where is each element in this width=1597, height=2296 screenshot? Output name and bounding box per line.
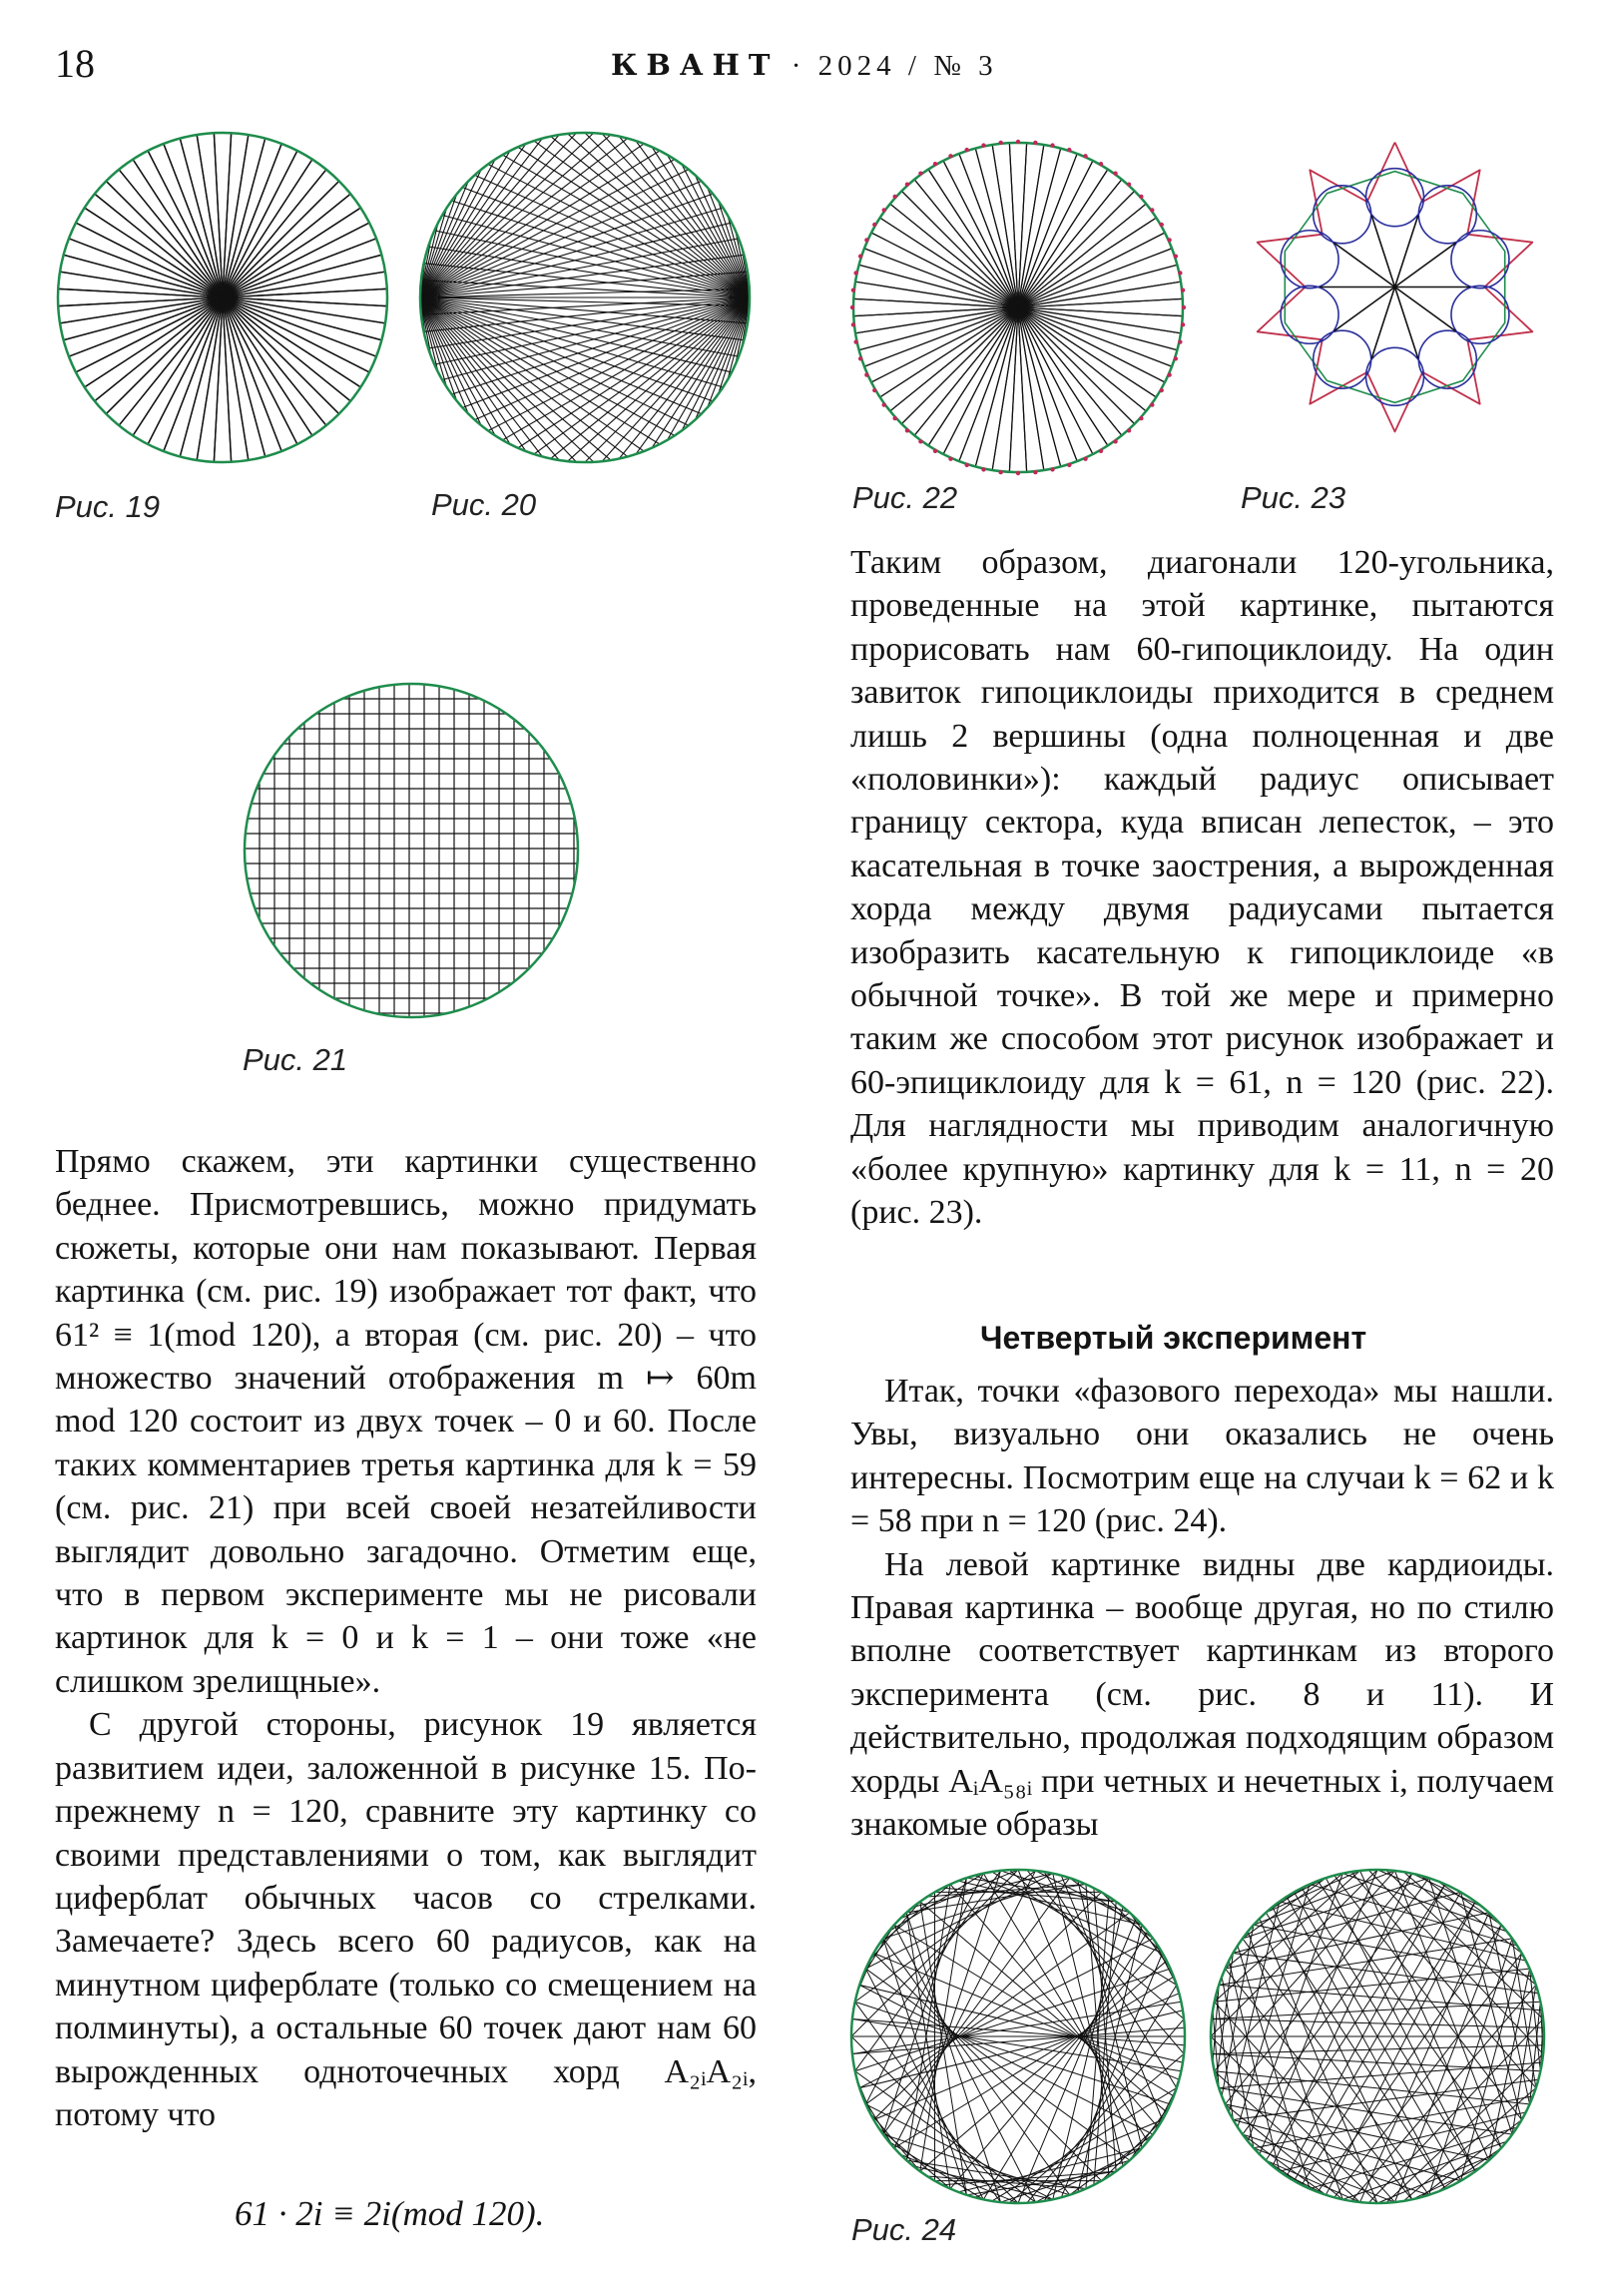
cusp-dot <box>1139 416 1143 420</box>
cusp-dot <box>882 208 886 212</box>
hypocycloid-petal <box>1281 286 1338 343</box>
formula: 61 · 2i ≡ 2i(mod 120). <box>235 2194 545 2233</box>
cusp-dot <box>965 463 969 467</box>
caption-fig19: Рис. 19 <box>55 489 161 524</box>
section-heading: Четвертый эксперимент <box>980 1320 1367 1356</box>
caption-fig21: Рис. 21 <box>243 1042 348 1077</box>
hypocycloid-petal <box>1281 231 1338 288</box>
figure-24-left <box>848 1867 1188 2206</box>
chord <box>1394 1925 1501 2202</box>
chord <box>1053 1907 1123 2199</box>
cusp-dot <box>1113 172 1117 176</box>
cusp-dot <box>933 449 937 453</box>
cusp-dot <box>1139 195 1143 199</box>
chord-lines <box>853 143 1183 472</box>
chord <box>855 2002 1171 2104</box>
cusp-dot <box>1174 255 1178 259</box>
hypocycloid-petal <box>1451 231 1509 288</box>
cusp-dot <box>1050 467 1054 471</box>
cusp-dot <box>1016 140 1020 144</box>
chord <box>855 2002 1001 2202</box>
cusp-dot <box>1033 470 1037 474</box>
page-number: 18 <box>55 41 95 86</box>
chord <box>1334 1876 1522 2120</box>
caption-fig22: Рис. 22 <box>852 480 958 515</box>
cusp-dot <box>1067 463 1071 467</box>
chord <box>1243 1878 1429 2134</box>
cusp-dot <box>1099 449 1103 453</box>
cusp-dot <box>1181 287 1185 291</box>
cusp-dot <box>1167 372 1171 376</box>
cusp-dot <box>905 182 909 186</box>
cusp-dot <box>1181 322 1185 326</box>
chord <box>1215 1871 1360 2002</box>
chord <box>1219 2062 1542 2087</box>
cusp-dot <box>882 402 886 406</box>
chord <box>503 155 751 297</box>
chord <box>855 1871 1036 2002</box>
journal-title: КВАНТ <box>611 48 780 82</box>
cusp-dot <box>1099 162 1103 166</box>
chord-lines <box>420 133 750 462</box>
circle-outline <box>245 684 578 1017</box>
cusp-dot <box>851 322 855 326</box>
figure-20 <box>417 130 753 465</box>
chord <box>1243 2134 1327 2195</box>
caption-fig20: Рис. 20 <box>431 487 537 522</box>
figure-24-right <box>1208 1867 1547 2206</box>
cusp-dot <box>1127 182 1131 186</box>
chord <box>1512 1985 1536 2134</box>
cusp-dot <box>1050 143 1054 147</box>
cusp-dot <box>1127 428 1131 432</box>
cusp-dot <box>851 287 855 291</box>
chord <box>1326 1902 1475 2195</box>
cusp-dot <box>892 416 896 420</box>
cusp-dot <box>864 238 868 242</box>
cusp-dot <box>933 162 937 166</box>
hypocycloid-petal <box>1314 186 1371 244</box>
chord <box>424 297 750 331</box>
cusp-dot <box>918 439 922 443</box>
chord <box>1334 1954 1522 2198</box>
cusp-dot <box>850 305 854 309</box>
chord <box>883 1878 967 2134</box>
right-paragraph-1: Таким образом, диагонали 120-угольника, проведенные на этой картинке, пытаются прорисовать нам 60-гипоциклоиду. На один завиток гипоциклоиды приходится в среднем лишь 2 вершины (одна полноценная и две «половинки»): каждый радиус описывает границу сектора, куда вписан лепесток, – это касательная в точке заострения, а вырожденная хорда между двумя радиусами пытается изобразить касательную к гипоциклоиде «в обычной точке». В той же мере и примерно таким же способом этот рисунок изображает и 60-эпициклоиду для k = 61, n = 120 (рис. 22). Для наглядности мы приводим аналогичную «более крупную» картинку для k = 11, n = 20 (рис. 23). <box>850 544 1554 1232</box>
chord <box>1078 1925 1142 2192</box>
cusp-dot <box>1083 456 1087 460</box>
cusp-dot <box>858 356 862 360</box>
radius-line <box>1334 287 1395 331</box>
chord <box>1070 1878 1154 1939</box>
hypocycloid-petal <box>1314 330 1371 388</box>
cusp-dot <box>853 339 857 343</box>
chord <box>1386 2053 1543 2202</box>
cusp-dot <box>948 154 952 158</box>
cusp-dot <box>905 428 909 432</box>
right-paragraph-3: На левой картинке видны две кардиоиды. Правая картинка – вообще другая, но по стилю вполне соответствует картинкам из второго эксперимента (см. рис. 8 и 11). И действительно, продолжая подходящим образом хорды AᵢA₅₈ᵢ при четных и нечетных i, получаем знакомые образы <box>850 1545 1554 1844</box>
chord <box>1394 1871 1501 2148</box>
chord <box>1222 1977 1254 2148</box>
chord <box>1386 1870 1543 2018</box>
cusp-dot <box>998 470 1002 474</box>
cusp-dot <box>872 388 876 392</box>
grid-chords <box>245 684 578 1017</box>
cusp-dot <box>965 148 969 152</box>
caption-fig24: Рис. 24 <box>851 2212 957 2247</box>
left-paragraph-2: С другой стороны, рисунок 19 является развитием идеи, заложенной в рисунке 15. По-прежнему n = 120, сравните эту картинку со своими представлениями о том, как выглядит циферблат обычных часов со стрелками. Замечаете? Здесь всего 60 радиусов, как на минутном циферблате (только со смещением на полминуты), а остальные 60 точек дают нам 60 вырожденных одноточечных хорд A₂ᵢA₂ᵢ, потому что <box>55 1706 757 2133</box>
chord <box>1243 1878 1327 1939</box>
chord <box>1266 1884 1445 2160</box>
hypocycloid-petal <box>1451 286 1509 343</box>
chord <box>1219 1985 1542 2009</box>
chord <box>1225 2104 1342 2199</box>
header-separator: · <box>791 50 806 82</box>
chord <box>1403 2088 1536 2201</box>
left-column <box>55 1140 757 2136</box>
cusp-dot <box>948 456 952 460</box>
chord-lines <box>1211 1870 1544 2203</box>
cusp-dot <box>1067 148 1071 152</box>
cusp-dot <box>1178 339 1182 343</box>
chord <box>1420 2120 1521 2198</box>
cusp-dot <box>892 195 896 199</box>
cusp-dot <box>1160 388 1164 392</box>
hypocycloid-petal <box>1418 330 1476 388</box>
hypocycloid-petal <box>1366 347 1424 405</box>
right-paragraph-2: Итак, точки «фазового перехода» мы нашли. Увы, визуально они оказались не очень интересны. Посмотрим еще на случаи k = 62 и k = 58 при n = 120 (рис. 24). <box>850 1373 1554 1540</box>
radius-line <box>1395 287 1456 331</box>
figure-22 <box>850 140 1186 475</box>
right-column-top <box>850 541 1554 1235</box>
chord-lines <box>851 1870 1185 2203</box>
chord <box>1078 1881 1142 2148</box>
chord-lines <box>58 133 387 462</box>
right-column-bottom <box>850 1370 1554 1846</box>
caption-fig23: Рис. 23 <box>1241 480 1346 515</box>
chord <box>421 297 750 314</box>
issue-number: 2024 / № 3 <box>817 50 998 82</box>
cusp-dot <box>1113 439 1117 443</box>
cusp-dot <box>1167 238 1171 242</box>
cusp-dot <box>1160 223 1164 227</box>
cusp-dot <box>1083 154 1087 158</box>
figure-19 <box>55 130 390 465</box>
cusp-dot <box>864 372 868 376</box>
cusp-dot <box>981 467 985 471</box>
chord <box>883 1939 967 2195</box>
chord <box>503 297 751 440</box>
radius-line <box>1334 243 1395 287</box>
cusp-dot <box>872 223 876 227</box>
radius-line <box>1395 243 1456 287</box>
cusp-dot <box>981 143 985 147</box>
cusp-dot <box>1150 208 1154 212</box>
cusp-dot <box>858 255 862 259</box>
figure-23 <box>1238 130 1552 444</box>
chord <box>1420 1876 1521 1954</box>
running-header <box>611 48 998 83</box>
hypocycloid-petal <box>1366 169 1424 227</box>
cusp-dot <box>853 271 857 275</box>
cusp-dot <box>998 141 1002 145</box>
cusp-dot <box>1178 271 1182 275</box>
hypocycloid-petal <box>1418 186 1476 244</box>
cusp-dot <box>1182 305 1186 309</box>
chord <box>1238 1946 1310 2189</box>
cusp-dot <box>1016 471 1020 475</box>
figure-21 <box>242 681 581 1020</box>
cusp-dot <box>918 172 922 176</box>
cusp-dot <box>1150 402 1154 406</box>
cusp-dot <box>1174 356 1178 360</box>
left-paragraph-1: Прямо скажем, эти картинки существенно беднее. Присмотревшись, можно придумать сюжеты, которые они нам показывают. Первая картинка (см. рис. 19) изображает тот факт, что 61² ≡ 1(mod 120), а вторая (см. рис. 20) – что множество значений отображения m ↦ 60m mod 120 состоит из двух точек – 0 и 60. После таких комментариев третья картинка для k = 59 (см. рис. 21) при всей своей незатейливости выглядит довольно загадочно. Отметим еще, что в первом эксперименте мы не рисовали картинок для k = 0 и k = 1 – они тоже «не слишком зрелищные». <box>55 1143 757 1700</box>
chord <box>855 1969 1171 2071</box>
cusp-dot <box>1033 141 1037 145</box>
